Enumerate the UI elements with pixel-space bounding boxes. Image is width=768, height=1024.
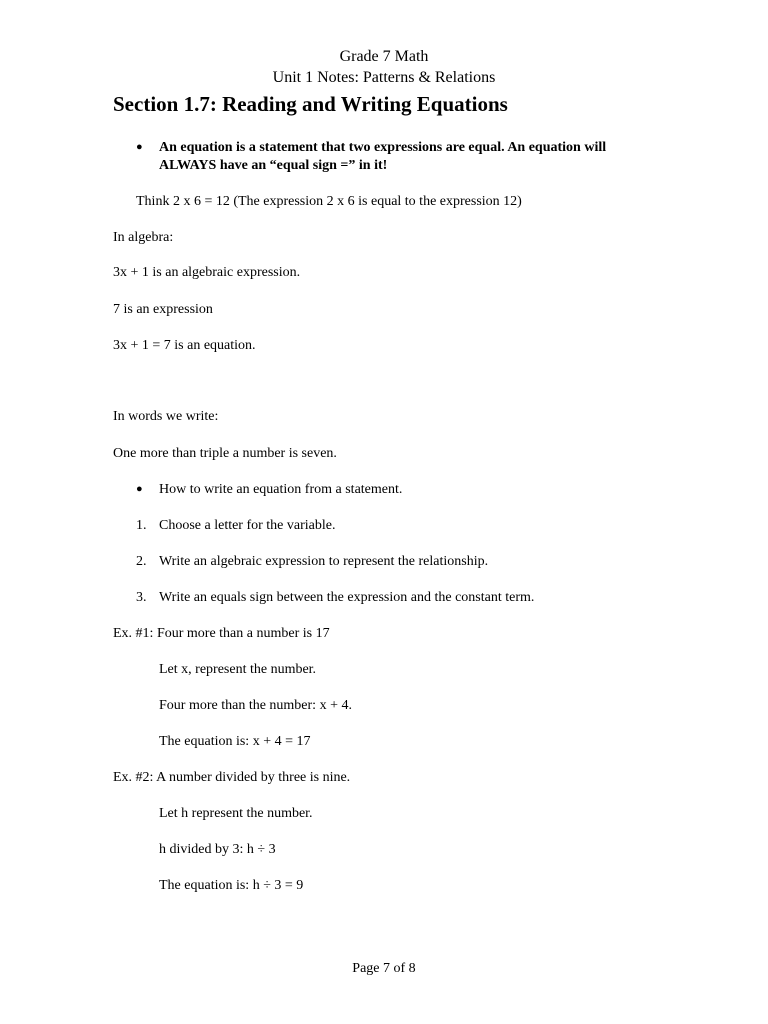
step-text: Write an algebraic expression to represent the relationship.: [159, 554, 489, 569]
bullet-marker: ●: [136, 141, 143, 153]
words-intro: In words we write:: [113, 409, 219, 424]
example-2-line: The equation is: h ÷ 3 = 9: [159, 878, 304, 893]
example-1-line: Four more than the number: x + 4.: [159, 698, 352, 713]
step-text: Write an equals sign between the expression and the constant term.: [159, 590, 535, 605]
step-number: 1.: [136, 518, 147, 533]
page-number: Page 7 of 8: [352, 961, 416, 976]
words-sentence: One more than triple a number is seven.: [113, 446, 337, 461]
algebraic-expression-text: 3x + 1 is an algebraic expression.: [113, 265, 301, 280]
header-course: Grade 7 Math: [339, 48, 429, 65]
example-2-title: Ex. #2: A number divided by three is nine.: [113, 770, 351, 785]
definition-line-1: An equation is a statement that two expressions are equal. An equation will: [159, 140, 607, 155]
example-1-title: Ex. #1: Four more than a number is 17: [113, 626, 330, 641]
definition-line-2: ALWAYS have an “equal sign =” in it!: [159, 158, 388, 173]
bullet-marker: ●: [136, 483, 143, 495]
step-text: Choose a letter for the variable.: [159, 518, 336, 533]
example-2-line: Let h represent the number.: [159, 806, 313, 821]
header-unit: Unit 1 Notes: Patterns & Relations: [272, 69, 496, 86]
example-1-line: The equation is: x + 4 = 17: [159, 734, 311, 749]
algebra-intro: In algebra:: [113, 230, 174, 245]
howto-title: How to write an equation from a statement.: [159, 482, 403, 497]
step-number: 2.: [136, 554, 147, 569]
section-title: Section 1.7: Reading and Writing Equations: [113, 92, 508, 116]
think-example: Think 2 x 6 = 12 (The expression 2 x 6 is equal to the expression 12): [136, 194, 522, 209]
step-number: 3.: [136, 590, 147, 605]
constant-expression-text: 7 is an expression: [113, 302, 213, 317]
example-2-line: h divided by 3: h ÷ 3: [159, 842, 276, 857]
equation-text: 3x + 1 = 7 is an equation.: [113, 338, 256, 353]
example-1-line: Let x, represent the number.: [159, 662, 317, 677]
